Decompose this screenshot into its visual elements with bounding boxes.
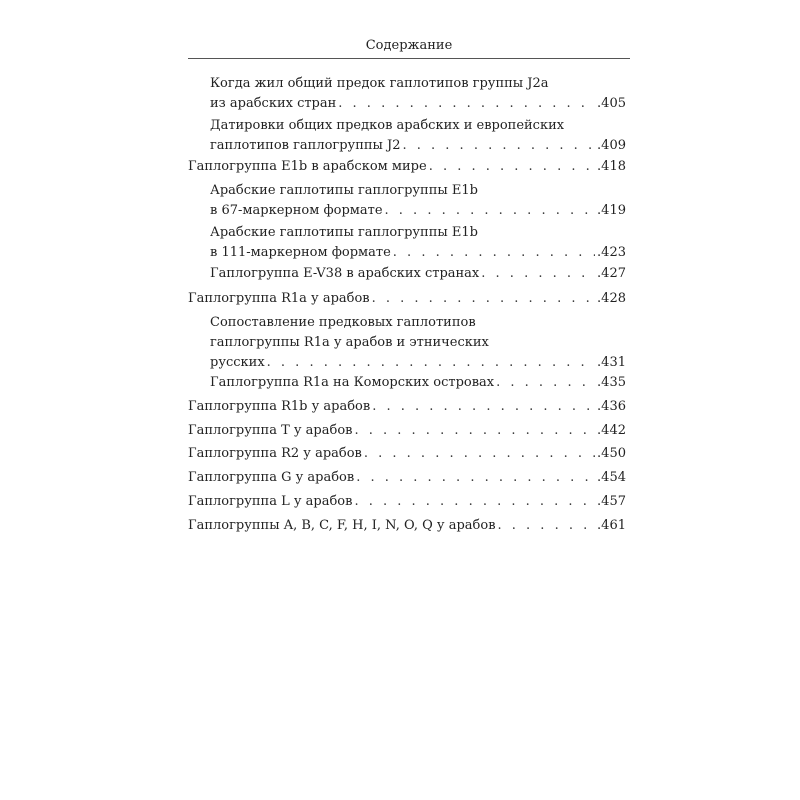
toc-entry (210, 264, 626, 284)
toc-leader-dots (429, 157, 595, 177)
toc-leader-dots (385, 201, 596, 221)
toc-page-number: .423 (597, 245, 626, 260)
toc-leader-dots (267, 353, 595, 373)
toc-entry (210, 223, 626, 263)
toc-entry (210, 181, 626, 221)
toc-entry (188, 421, 626, 441)
toc-entry-line: Датировки общих предков арабских и европейских (210, 118, 565, 133)
toc-entry-line: Арабские гаплотипы гаплогруппы E1b (210, 183, 478, 198)
toc-entry-line: Гаплогруппа G у арабов (188, 470, 355, 485)
toc-page-number: .431 (597, 355, 626, 370)
toc-leader-dots (356, 468, 595, 488)
toc-entry (188, 516, 626, 536)
toc-entry-line: Гаплогруппа E-V38 в арабских странах (210, 266, 480, 281)
toc-page-number: .419 (597, 203, 626, 218)
toc-entry (188, 289, 626, 309)
toc-page-number: .450 (597, 446, 626, 461)
toc-entry (210, 116, 626, 156)
toc-entry-line: из арабских стран (210, 96, 337, 111)
toc-page-number: .427 (597, 266, 626, 281)
toc-entry (188, 157, 626, 177)
toc-entry (210, 313, 626, 373)
toc-leader-dots (481, 264, 595, 284)
toc-page-number: .457 (597, 494, 626, 509)
toc-entry-line: гаплотипов гаплогруппы J2 (210, 138, 401, 153)
toc-leader-dots (372, 397, 595, 417)
toc-entry (188, 492, 626, 512)
toc-leader-dots (496, 373, 595, 393)
toc-leader-dots (403, 136, 596, 156)
toc-entry-line: Гаплогруппа E1b в арабском мире (188, 159, 427, 174)
toc-page-number: .418 (597, 159, 626, 174)
toc-entry-line: Когда жил общий предок гаплотипов группы J2a (210, 76, 549, 91)
toc-page-number: .405 (597, 96, 626, 111)
toc-entry (210, 74, 626, 114)
toc-entry (188, 444, 626, 464)
toc-entry-line: Гаплогруппа R1a у арабов (188, 291, 370, 306)
toc-entry (188, 468, 626, 488)
toc-leader-dots (498, 516, 596, 536)
toc-entry-line: в 111-маркерном формате (210, 245, 391, 260)
toc-page-number: .435 (597, 375, 626, 390)
toc-entry-line: гаплогруппы R1a у арабов и этнических (210, 335, 489, 350)
toc-entry (210, 373, 626, 393)
toc-entry-line: Гаплогруппа R1b у арабов (188, 399, 371, 414)
toc-entry-line: русских (210, 355, 265, 370)
toc-entry-line: Гаплогруппа L у арабов (188, 494, 353, 509)
toc-leader-dots (354, 492, 595, 512)
toc-page-number: .409 (597, 138, 626, 153)
toc-leader-dots (338, 94, 595, 114)
toc-entry-line: Арабские гаплотипы гаплогруппы E1b (210, 225, 478, 240)
toc-page-number: .454 (597, 470, 626, 485)
toc-entry-line: Сопоставление предковых гаплотипов (210, 315, 476, 330)
toc-leader-dots (393, 243, 595, 263)
toc-page-number: .461 (597, 518, 626, 533)
toc-leader-dots (354, 421, 595, 441)
toc-page-number: .428 (597, 291, 626, 306)
toc-entry-line: в 67-маркерном формате (210, 203, 383, 218)
toc-leader-dots (372, 289, 595, 309)
toc-entry-line: Гаплогруппа T у арабов (188, 423, 353, 438)
page-header-title: Содержание (365, 38, 453, 53)
toc-leader-dots (364, 444, 595, 464)
toc-entry-line: Гаплогруппа R2 у арабов (188, 446, 362, 461)
toc-entry-line: Гаплогруппы A, B, C, F, H, I, N, O, Q у арабов (188, 518, 496, 533)
toc-page-number: .442 (597, 423, 626, 438)
toc-entry-line: Гаплогруппа R1a на Коморских островах (210, 375, 495, 390)
toc-page-number: .436 (597, 399, 626, 414)
toc-entry (188, 397, 626, 417)
